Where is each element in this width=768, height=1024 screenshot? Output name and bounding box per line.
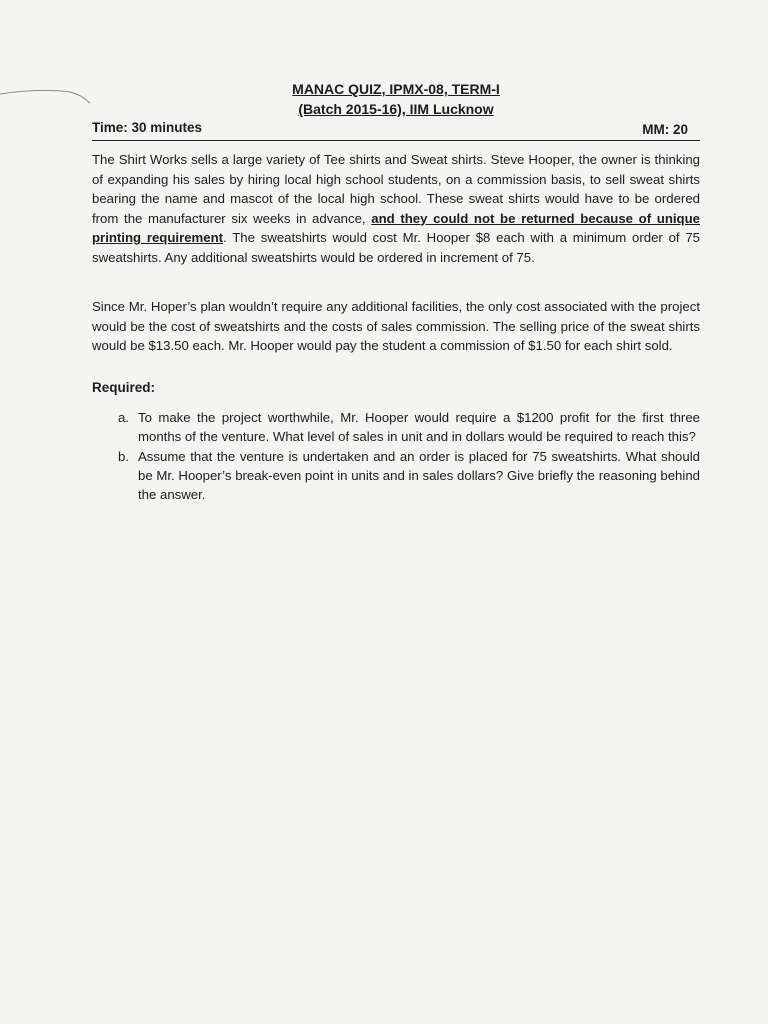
- required-item: [92, 408, 700, 446]
- time-limit: Time: 30 minutes: [92, 120, 203, 135]
- required-item: [92, 447, 700, 504]
- item-text: Assume that the venture is undertaken and an order is placed for 75 sweatshirts. What should be Mr. Hooper’s break-even point in units and in sales dollars? Give briefly the reasoning behind the answer.: [138, 449, 700, 502]
- item-marker: a.: [118, 410, 129, 425]
- required-list: [92, 408, 700, 505]
- exam-subtitle: (Batch 2015-16), IIM Lucknow: [298, 101, 494, 117]
- para1-emphasis: and they could not be returned because of unique printing requirement: [92, 210, 700, 245]
- case-paragraph-2: Since Mr. Hoper’s plan wouldn’t require any additional facilities, the only cost associated with the project would be the cost of sweatshirts and the costs of sales commission. The selling price of the sweat shirts would be $13.50 each. Mr. Hooper would pay the student a commission of $1.50 for each shirt sold.: [92, 299, 700, 353]
- case-paragraph-1: [92, 150, 700, 267]
- required-label: Required:: [92, 380, 156, 395]
- item-marker: b.: [118, 449, 129, 464]
- header-divider: [92, 140, 700, 141]
- exam-title: MANAC QUIZ, IPMX-08, TERM-I: [292, 81, 500, 97]
- para1-start: The Shirt Works sells a large variety of Tee shirts and Sweat shirts. Steve Hooper, the owner is thinking of expanding his sales by hiring local high school students, on a commission basis, to sell sweat shirts bearing the name and mascot of the local high school. These sweat shirts would have to be ordered from the manufacturer six weeks in advance,: [92, 152, 700, 226]
- para1-end: . The sweatshirts would cost Mr. Hooper $8 each with a minimum order of 75 sweatshirts. Any additional sweatshirts would be ordered in increment of 75.: [92, 230, 700, 265]
- item-text: To make the project worthwhile, Mr. Hooper would require a $1200 profit for the first three months of the venture. What level of sales in unit and in dollars would be required to reach this?: [138, 410, 700, 444]
- max-marks: MM: 20: [642, 122, 688, 137]
- exam-meta-row: [92, 120, 688, 140]
